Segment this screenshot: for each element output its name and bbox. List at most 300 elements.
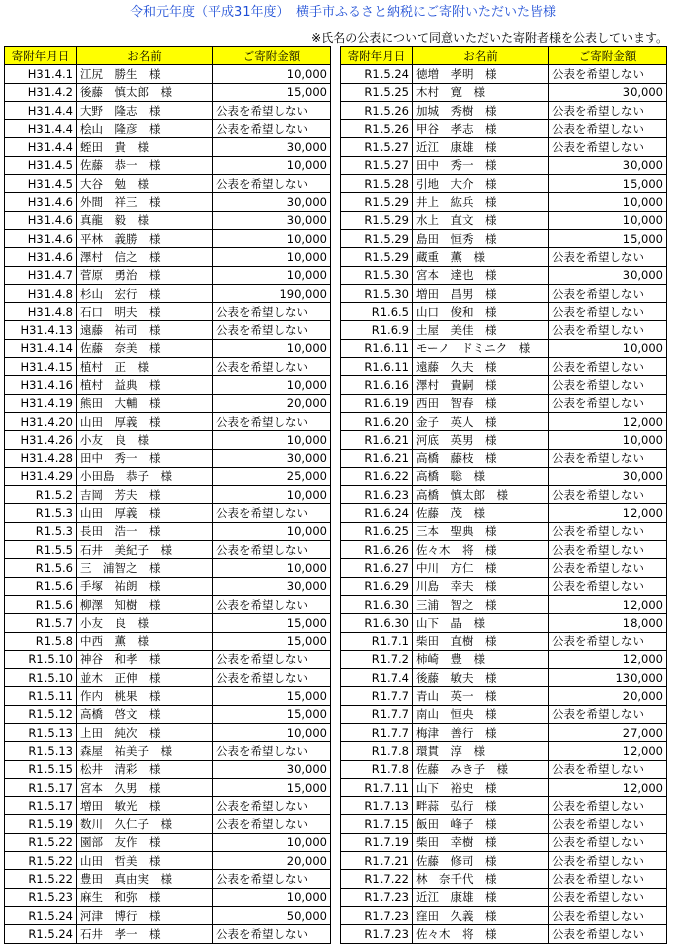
donation-date: R1.7.7 [341,705,413,723]
donation-date: H31.4.14 [5,339,77,357]
table-row [341,339,667,357]
donor-name: 桧山 隆彦 様 [77,120,213,138]
donation-amount: 10,000 [213,266,331,284]
donor-name: 吉岡 芳夫 様 [77,486,213,504]
donation-date: H31.4.2 [5,83,77,101]
table-row [341,742,667,760]
donation-date: R1.5.26 [341,101,413,119]
table-row [5,778,331,796]
table-row [5,632,331,650]
donation-amount: 公表を希望しない [549,705,667,723]
donation-date: R1.5.29 [341,193,413,211]
donation-date: R1.5.7 [5,614,77,632]
donation-amount: 30,000 [213,138,331,156]
donor-name: 高橋 聡 様 [413,467,549,485]
donor-name: 遠藤 祐司 様 [77,321,213,339]
donation-date: R1.7.23 [341,888,413,906]
header-name: お名前 [413,47,549,65]
donor-name: 佐藤 恭一 様 [77,156,213,174]
donation-date: R1.7.2 [341,650,413,668]
table-row [341,815,667,833]
donor-name: 高橋 慎太郎 様 [413,486,549,504]
donation-date: H31.4.26 [5,431,77,449]
donation-amount: 公表を希望しない [549,541,667,559]
donation-amount: 10,000 [213,339,331,357]
donation-date: H31.4.5 [5,156,77,174]
table-row [341,486,667,504]
donation-amount: 公表を希望しない [549,486,667,504]
table-row [341,852,667,870]
table-row [5,376,331,394]
table-row [341,449,667,467]
donation-date: H31.4.8 [5,303,77,321]
table-row [5,906,331,924]
donation-date: R1.7.8 [341,760,413,778]
donor-name: 長田 浩一 様 [77,522,213,540]
table-row [341,797,667,815]
donation-amount: 10,000 [213,229,331,247]
donation-amount: 10,000 [213,723,331,741]
donor-name: 梅津 善行 様 [413,723,549,741]
donation-date: R1.6.16 [341,376,413,394]
donation-amount: 10,000 [213,248,331,266]
table-row [341,467,667,485]
donation-date: H31.4.15 [5,358,77,376]
donation-amount: 10,000 [549,193,667,211]
donation-date: H31.4.13 [5,321,77,339]
donor-name: 井上 紘兵 様 [413,193,549,211]
donation-amount: 公表を希望しない [549,284,667,302]
donation-amount: 10,000 [549,431,667,449]
donation-date: R1.5.6 [5,559,77,577]
table-row [341,650,667,668]
donor-name: 豊田 真由実 様 [77,870,213,888]
table-row [341,431,667,449]
table-row [5,522,331,540]
donor-name: 佐藤 奈美 様 [77,339,213,357]
donation-amount: 15,000 [213,614,331,632]
donation-amount: 公表を希望しない [549,632,667,650]
table-row [5,339,331,357]
donation-amount: 130,000 [549,669,667,687]
donor-name: 近江 康雄 様 [413,138,549,156]
table-row [5,650,331,668]
donation-date: R1.5.15 [5,760,77,778]
donor-name: 三本 聖典 様 [413,522,549,540]
table-row [341,906,667,924]
donor-name: 引地 大介 様 [413,175,549,193]
donation-amount: 公表を希望しない [549,870,667,888]
table-row [5,266,331,284]
table-row [341,760,667,778]
donor-name: 麻生 和弥 様 [77,888,213,906]
donor-name: 上田 純次 様 [77,723,213,741]
donor-name: 窪田 久義 様 [413,906,549,924]
donor-name: 島田 恒秀 様 [413,229,549,247]
donor-name: 山田 哲美 様 [77,852,213,870]
donation-amount: 公表を希望しない [549,394,667,412]
donation-amount: 10,000 [213,522,331,540]
donation-date: R1.5.12 [5,705,77,723]
donor-name: 近江 康雄 様 [413,888,549,906]
donation-date: H31.4.7 [5,266,77,284]
donation-amount: 30,000 [549,266,667,284]
table-row [5,120,331,138]
table-row [5,138,331,156]
donation-amount: 公表を希望しない [213,358,331,376]
donation-amount: 公表を希望しない [213,925,331,943]
donor-name: 石口 明夫 様 [77,303,213,321]
donation-amount: 50,000 [213,906,331,924]
donation-date: R1.5.29 [341,229,413,247]
donation-date: R1.7.23 [341,906,413,924]
donor-name: 宮本 久男 様 [77,778,213,796]
donor-name: 川島 幸夫 様 [413,577,549,595]
donation-amount: 公表を希望しない [549,449,667,467]
donation-amount: 公表を希望しない [213,815,331,833]
donor-name: モーノ ドミニク 様 [413,339,549,357]
table-row [5,541,331,559]
donor-name: 森屋 祐美子 様 [77,742,213,760]
donation-amount: 公表を希望しない [213,797,331,815]
table-row [5,394,331,412]
table-row [341,101,667,119]
table-row [5,504,331,522]
table-row [5,669,331,687]
donation-date: H31.4.29 [5,467,77,485]
donation-date: H31.4.6 [5,193,77,211]
table-row [5,595,331,613]
donation-amount: 30,000 [549,156,667,174]
donor-name: 青山 英一 様 [413,687,549,705]
donor-name: 増田 敏光 様 [77,797,213,815]
donation-amount: 公表を希望しない [549,559,667,577]
table-row [5,284,331,302]
donation-amount: 15,000 [213,778,331,796]
donor-name: 小田島 恭子 様 [77,467,213,485]
table-row [5,83,331,101]
donor-name: 熊田 大輔 様 [77,394,213,412]
donation-date: R1.6.29 [341,577,413,595]
table-row [5,358,331,376]
donor-name: 三浦 智之 様 [413,595,549,613]
donation-amount: 30,000 [549,467,667,485]
donation-date: R1.5.13 [5,723,77,741]
table-row [341,925,667,943]
donation-date: R1.5.17 [5,797,77,815]
donation-date: R1.6.24 [341,504,413,522]
donation-amount: 公表を希望しない [549,925,667,943]
donation-amount: 公表を希望しない [549,101,667,119]
table-row [5,321,331,339]
donation-date: H31.4.4 [5,138,77,156]
donation-amount: 20,000 [549,687,667,705]
donation-date: R1.5.24 [341,65,413,83]
donation-date: R1.5.8 [5,632,77,650]
donation-date: R1.5.25 [341,83,413,101]
table-row [5,723,331,741]
table-row [5,614,331,632]
donation-amount: 公表を希望しない [549,852,667,870]
table-row [5,870,331,888]
donor-name: 澤村 貴嗣 様 [413,376,549,394]
table-row [341,614,667,632]
donation-date: R1.5.27 [341,138,413,156]
donor-name: 南山 恒央 様 [413,705,549,723]
donation-date: R1.5.29 [341,248,413,266]
donation-date: H31.4.4 [5,120,77,138]
donor-name: 小友 良 様 [77,614,213,632]
donation-amount: 15,000 [213,632,331,650]
donation-amount: 公表を希望しない [549,522,667,540]
donation-amount: 10,000 [213,156,331,174]
donation-date: R1.7.13 [341,797,413,815]
donor-table-left [4,46,331,944]
donation-amount: 公表を希望しない [213,742,331,760]
table-row [341,266,667,284]
donation-date: R1.5.24 [5,925,77,943]
donor-name: 平林 義勝 様 [77,229,213,247]
table-row [341,229,667,247]
donor-name: 植村 益典 様 [77,376,213,394]
donation-amount: 190,000 [213,284,331,302]
table-row [5,431,331,449]
table-row [341,778,667,796]
donor-name: 飯田 峰子 様 [413,815,549,833]
donation-amount: 10,000 [213,888,331,906]
donation-amount: 公表を希望しない [549,577,667,595]
donation-amount: 30,000 [213,449,331,467]
donor-name: 甲谷 孝志 様 [413,120,549,138]
donation-date: R1.5.11 [5,687,77,705]
donor-name: 後藤 敏夫 様 [413,669,549,687]
donation-date: R1.5.30 [341,284,413,302]
donor-name: 石井 美紀子 様 [77,541,213,559]
donor-name: 増田 昌男 様 [413,284,549,302]
donation-date: R1.7.15 [341,815,413,833]
table-row [5,760,331,778]
table-row [5,815,331,833]
donation-amount: 公表を希望しない [549,797,667,815]
donation-amount: 30,000 [213,211,331,229]
donation-date: R1.5.24 [5,906,77,924]
donor-name: 数川 久仁子 様 [77,815,213,833]
table-row [341,705,667,723]
table-row [5,467,331,485]
donation-amount: 25,000 [213,467,331,485]
donation-amount: 公表を希望しない [213,321,331,339]
donor-name: 水上 直文 様 [413,211,549,229]
table-row [5,156,331,174]
table-row [341,284,667,302]
donor-name: 柴田 幸樹 様 [413,833,549,851]
donation-date: R1.6.9 [341,321,413,339]
donation-amount: 12,000 [549,504,667,522]
table-row [341,522,667,540]
donor-name: 中川 方仁 様 [413,559,549,577]
donation-date: R1.6.21 [341,431,413,449]
donation-date: R1.6.20 [341,412,413,430]
donor-name: 菅原 勇治 様 [77,266,213,284]
donation-date: R1.6.23 [341,486,413,504]
donation-amount: 公表を希望しない [549,760,667,778]
table-row [341,303,667,321]
donation-date: R1.6.25 [341,522,413,540]
donation-amount: 10,000 [213,376,331,394]
donation-date: H31.4.28 [5,449,77,467]
donor-name: 中西 薫 様 [77,632,213,650]
donation-amount: 30,000 [549,83,667,101]
donation-date: R1.6.22 [341,467,413,485]
donation-date: R1.6.26 [341,541,413,559]
table-row [341,833,667,851]
table-row [5,175,331,193]
donation-amount: 10,000 [213,486,331,504]
donation-date: H31.4.6 [5,229,77,247]
table-row [341,65,667,83]
donation-amount: 15,000 [213,705,331,723]
donor-name: 山田 厚義 様 [77,412,213,430]
table-row [341,723,667,741]
table-row [341,211,667,229]
donation-date: H31.4.1 [5,65,77,83]
donation-date: R1.5.27 [341,156,413,174]
donation-date: R1.7.8 [341,742,413,760]
donation-date: R1.5.29 [341,211,413,229]
donation-amount: 公表を希望しない [549,906,667,924]
table-row [341,888,667,906]
donation-amount: 30,000 [213,577,331,595]
donation-date: R1.7.21 [341,852,413,870]
donation-date: R1.6.21 [341,449,413,467]
table-header-row [5,47,331,65]
table-row [341,120,667,138]
donor-name: 植村 正 様 [77,358,213,376]
donor-name: 河底 英男 様 [413,431,549,449]
donation-date: R1.5.3 [5,522,77,540]
table-row [5,65,331,83]
donor-name: 神谷 和孝 様 [77,650,213,668]
donation-amount: 12,000 [549,650,667,668]
donation-date: R1.6.5 [341,303,413,321]
table-row [5,449,331,467]
donation-date: H31.4.19 [5,394,77,412]
donation-amount: 12,000 [549,778,667,796]
donation-date: R1.6.11 [341,339,413,357]
donor-name: 河津 博行 様 [77,906,213,924]
table-row [5,852,331,870]
donor-name: 宮本 達也 様 [413,266,549,284]
donation-date: R1.5.22 [5,852,77,870]
table-row [341,870,667,888]
donor-name: 真龍 毅 様 [77,211,213,229]
donation-date: H31.4.4 [5,101,77,119]
table-header-row [341,47,667,65]
donation-date: R1.7.7 [341,723,413,741]
table-row [341,687,667,705]
donation-amount: 公表を希望しない [213,595,331,613]
donation-amount: 15,000 [549,229,667,247]
donor-name: 佐々木 将 様 [413,925,549,943]
table-row [341,394,667,412]
donation-amount: 公表を希望しない [213,120,331,138]
donor-name: 杉山 宏行 様 [77,284,213,302]
donor-name: 柿崎 豊 様 [413,650,549,668]
donation-date: R1.6.30 [341,595,413,613]
donation-amount: 公表を希望しない [213,412,331,430]
donation-amount: 公表を希望しない [213,175,331,193]
donation-date: R1.6.11 [341,358,413,376]
donation-date: R1.5.30 [341,266,413,284]
donor-name: 園部 友作 様 [77,833,213,851]
donation-amount: 10,000 [213,65,331,83]
donation-date: R1.7.11 [341,778,413,796]
donor-name: 蛭田 貴 様 [77,138,213,156]
donation-date: R1.5.19 [5,815,77,833]
table-row [341,632,667,650]
donor-name: 松井 清彩 様 [77,760,213,778]
table-row [341,504,667,522]
table-row [341,669,667,687]
donation-date: R1.5.22 [5,870,77,888]
donation-amount: 公表を希望しない [549,65,667,83]
donation-amount: 公表を希望しない [549,358,667,376]
donor-name: 畔蒜 弘行 様 [413,797,549,815]
donation-amount: 27,000 [549,723,667,741]
donation-amount: 10,000 [213,431,331,449]
donation-date: R1.5.23 [5,888,77,906]
donation-date: R1.5.3 [5,504,77,522]
donation-amount: 公表を希望しない [213,303,331,321]
donor-name: 作内 桃果 様 [77,687,213,705]
donation-amount: 公表を希望しない [549,303,667,321]
donor-name: 高橋 藤枝 様 [413,449,549,467]
table-row [5,797,331,815]
table-row [5,705,331,723]
donation-amount: 30,000 [213,193,331,211]
donation-date: R1.5.5 [5,541,77,559]
donation-date: R1.6.27 [341,559,413,577]
donation-amount: 15,000 [213,83,331,101]
table-row [341,193,667,211]
donation-amount: 公表を希望しない [549,376,667,394]
table-row [5,577,331,595]
table-row [5,888,331,906]
donation-date: H31.4.20 [5,412,77,430]
donation-amount: 15,000 [213,687,331,705]
donation-date: H31.4.6 [5,211,77,229]
donation-date: R1.5.10 [5,669,77,687]
table-row [341,83,667,101]
table-row [5,248,331,266]
table-row [341,595,667,613]
table-row [341,138,667,156]
donation-amount: 公表を希望しない [549,120,667,138]
donation-date: R1.5.6 [5,577,77,595]
table-row [341,156,667,174]
donor-name: 田中 秀一 様 [413,156,549,174]
table-row [341,248,667,266]
donation-date: H31.4.5 [5,175,77,193]
donation-date: R1.7.22 [341,870,413,888]
donation-amount: 30,000 [213,760,331,778]
donor-name: 山下 晶 様 [413,614,549,632]
table-row [5,833,331,851]
donation-date: H31.4.16 [5,376,77,394]
donation-amount: 10,000 [549,211,667,229]
table-row [5,229,331,247]
donation-amount: 公表を希望しない [549,248,667,266]
